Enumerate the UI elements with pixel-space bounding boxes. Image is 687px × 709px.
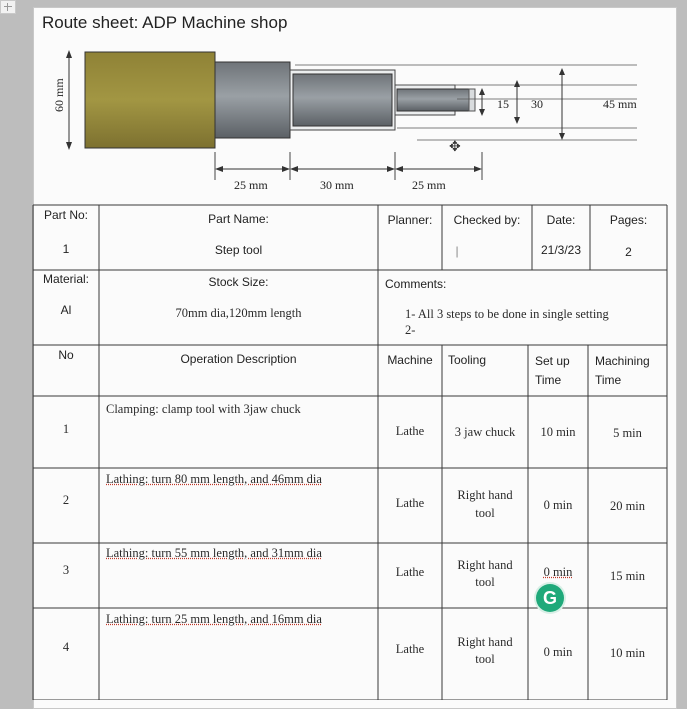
material-value: Al [60, 303, 72, 317]
col-machining-time-1: Machining [595, 354, 650, 368]
op-tooling: Right hand [457, 488, 513, 502]
stock-size-label: Stock Size: [208, 275, 269, 289]
op-tooling: Right hand [457, 558, 513, 572]
op-description: Lathing: turn 25 mm length, and 16mm dia [106, 612, 322, 626]
col-no: No [58, 348, 74, 362]
col-operation-description: Operation Description [180, 352, 297, 366]
part-no-label: Part No: [43, 208, 88, 222]
part-name-label: Part Name: [208, 212, 269, 226]
length-30-label: 30 mm [320, 178, 354, 192]
step-15-label: 15 [497, 97, 509, 111]
part-name-value: Step tool [214, 243, 263, 257]
material-label: Material: [42, 272, 89, 286]
page-title: Route sheet: ADP Machine shop [42, 13, 288, 32]
op-machining-time: 5 min [613, 426, 642, 440]
op-machine: Lathe [395, 496, 425, 510]
op-no: 2 [62, 493, 70, 507]
op-description: Lathing: turn 55 mm length, and 31mm dia [106, 546, 322, 560]
part-no-value: 1 [62, 242, 70, 256]
op-setup-time: 0 min [543, 498, 573, 512]
checked-by-label: Checked by: [453, 213, 521, 227]
op-tooling: 3 jaw chuck [454, 425, 516, 439]
date-label: Date: [546, 213, 576, 227]
col-tooling: Tooling [448, 353, 487, 367]
op-machining-time: 15 min [609, 569, 646, 583]
op-setup-time: 0 min [543, 645, 573, 659]
op-description: Clamping: clamp tool with 3jaw chuck [106, 402, 301, 416]
length-25b-label: 25 mm [412, 178, 446, 192]
op-tooling: Right hand [457, 635, 513, 649]
step-45-label: 45 mm [603, 97, 637, 111]
col-setup-time-2: Time [535, 373, 562, 387]
col-machine: Machine [387, 353, 433, 367]
op-setup-time: 0 min [543, 565, 573, 579]
op-machine: Lathe [395, 642, 425, 656]
comment-1: 1- All 3 steps to be done in single setting [405, 307, 609, 321]
dia-dimension-label: 60 mm [52, 78, 66, 112]
comment-2: 2- [405, 323, 416, 337]
op-machining-time: 10 min [609, 646, 646, 660]
comments-label: Comments: [385, 277, 447, 291]
length-25-label: 25 mm [234, 178, 268, 192]
op-tooling-line2: tool [475, 506, 495, 520]
step-30-label: 30 [531, 97, 543, 111]
op-machine: Lathe [395, 424, 425, 438]
op-description: Lathing: turn 80 mm length, and 46mm dia [106, 472, 322, 486]
grammarly-icon[interactable]: G [536, 584, 564, 612]
checked-by-value: | [455, 244, 459, 258]
col-setup-time-1: Set up [535, 354, 570, 368]
op-setup-time: 10 min [540, 425, 576, 439]
op-no: 1 [62, 422, 70, 436]
col-machining-time-2: Time [595, 373, 622, 387]
pages-value: 2 [625, 245, 632, 259]
op-no: 3 [62, 563, 70, 577]
planner-label: Planner: [387, 213, 433, 227]
stock-size-value: 70mm dia,120mm length [175, 306, 302, 320]
op-machine: Lathe [395, 565, 425, 579]
date-value: 21/3/23 [540, 243, 582, 257]
move-cursor-icon: ✥ [449, 138, 461, 154]
op-tooling-line2: tool [475, 652, 495, 666]
op-tooling-line2: tool [475, 575, 495, 589]
op-no: 4 [62, 640, 70, 654]
pages-label: Pages: [609, 213, 648, 227]
op-machining-time: 20 min [609, 499, 646, 513]
